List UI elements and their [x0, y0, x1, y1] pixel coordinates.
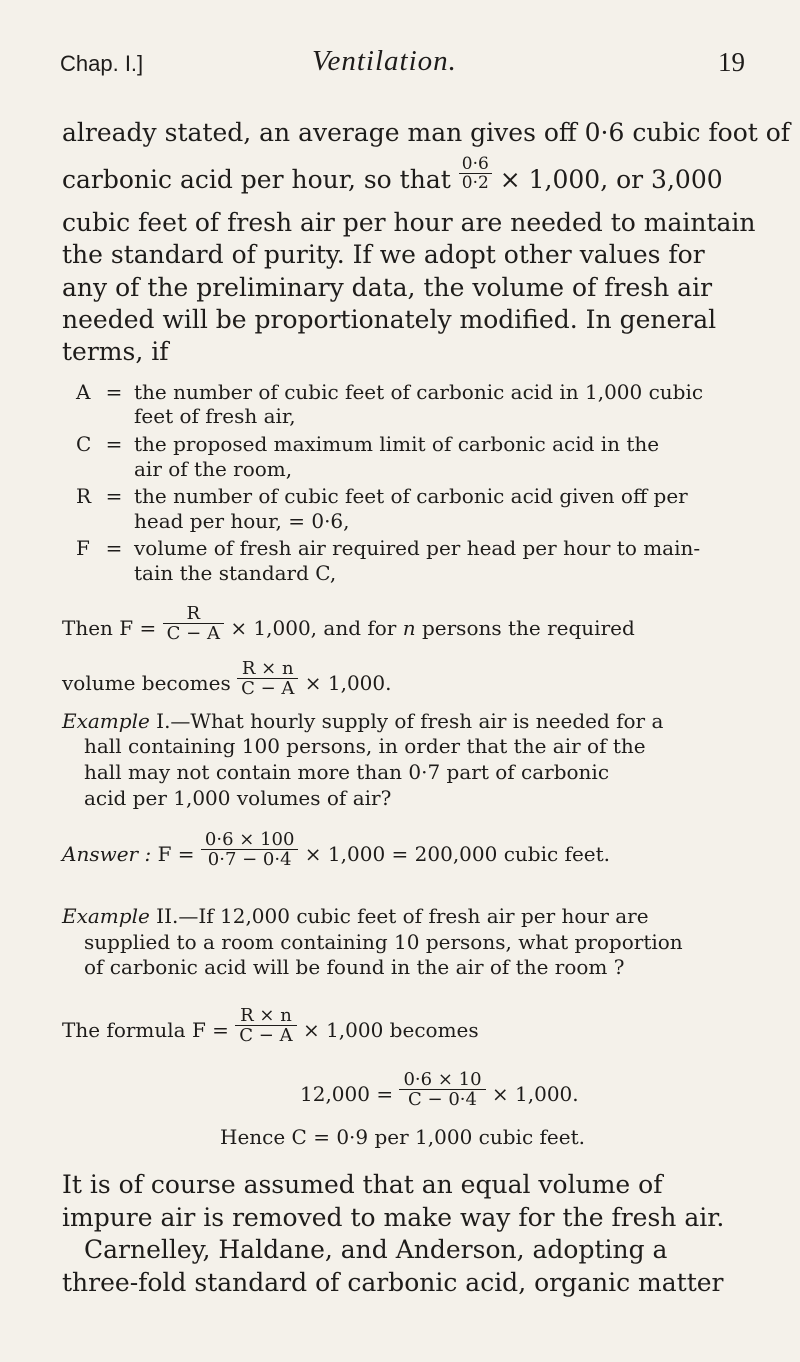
definition-f-text1: volume of fresh air required per head per hour to main- [134, 536, 701, 560]
example1-answer-label: Answer : [62, 842, 152, 866]
then-formula-denominator: C − A [166, 623, 220, 644]
example1-answer-denominator: 0·7 − 0·4 [207, 849, 292, 870]
definition-r-text1: the number of cubic feet of carbonic acid given off per [134, 484, 688, 508]
chapter-label: Chap. I.] [60, 51, 144, 76]
volume-formula-fraction [237, 659, 298, 698]
para1-line2-text-b: × 1,000, or 3,000 [499, 165, 723, 194]
volume-formula-text-b: × 1,000. [304, 671, 392, 695]
definition-f [76, 538, 700, 558]
para2-line4: three-fold standard of carbonic acid, organic matter [62, 1268, 724, 1297]
running-title: Ventilation. [312, 45, 457, 77]
para1-line1: already stated, an average man gives off 0·6 cubic foot of [62, 118, 791, 147]
definition-f-equals: = [105, 536, 123, 560]
example1-line4: acid per 1,000 volumes of air? [84, 786, 392, 810]
volume-formula [62, 658, 392, 704]
example1-line2: hall containing 100 persons, in order that the air of the [84, 734, 646, 758]
example2-equation-fraction [399, 1070, 485, 1109]
example2-formula [62, 1005, 479, 1051]
example1-label: Example [62, 709, 150, 733]
para1-line5: any of the preliminary data, the volume of fresh air [62, 273, 713, 302]
definition-f-symbol: F [76, 536, 90, 560]
definition-c-symbol: C [76, 432, 92, 456]
para2-line2: impure air is removed to make way for the fresh air. [62, 1203, 725, 1232]
volume-formula-text-a: volume becomes [62, 671, 231, 695]
page-number: 19 [718, 47, 745, 77]
definition-a-cont: feet of fresh air, [134, 404, 296, 428]
para1-fraction-denominator: 0·2 [461, 173, 489, 193]
para1-line3: cubic feet of fresh air per hour are needed to maintain [62, 208, 756, 237]
page-header [60, 45, 745, 85]
example2-formula-fraction [235, 1006, 296, 1045]
definition-a-symbol: A [76, 380, 91, 404]
definition-f-cont: tain the standard C, [134, 561, 337, 585]
para1-fraction [459, 155, 492, 192]
example2-formula-text-b: × 1,000 becomes [302, 1018, 479, 1042]
para1-line6: needed will be proportionately modified. In general [62, 305, 717, 334]
volume-formula-denominator: C − A [241, 678, 295, 699]
para1-line2-text-a: carbonic acid per hour, so that [62, 165, 451, 194]
definition-r-symbol: R [76, 484, 92, 508]
example1-answer-text-b: × 1,000 = 200,000 cubic feet. [304, 842, 611, 866]
definition-c-equals: = [105, 432, 123, 456]
example1-line3: hall may not contain more than 0·7 part of carbonic [84, 760, 610, 784]
then-formula-fraction [163, 604, 224, 643]
then-formula-n: n [402, 616, 416, 640]
then-formula-text-a: Then F = [62, 616, 157, 640]
definition-a-text1: the number of cubic feet of carbonic acid in 1,000 cubic [134, 380, 704, 404]
definition-r-cont: head per hour, = 0·6, [134, 509, 350, 533]
example1-line1 [62, 711, 663, 731]
example1-answer-numerator: 0·6 × 100 [201, 830, 299, 850]
example2-line2: supplied to a room containing 10 persons, what proportion [84, 930, 683, 954]
example2-formula-numerator: R × n [235, 1006, 296, 1026]
example2-line1 [62, 906, 649, 926]
volume-formula-numerator: R × n [237, 659, 298, 679]
example2-equation [300, 1069, 579, 1115]
then-formula-numerator: R [163, 604, 224, 624]
para2-line3: Carnelley, Haldane, and Anderson, adopting a [84, 1235, 668, 1264]
definition-c-cont: air of the room, [134, 457, 293, 481]
example2-line3: of carbonic acid will be found in the air of the room ? [84, 955, 625, 979]
para1-line2 [62, 154, 755, 200]
then-formula-text-c: persons the required [421, 616, 635, 640]
definition-r [76, 486, 688, 506]
then-formula [62, 603, 635, 649]
para1-fraction-numerator: 0·6 [459, 155, 492, 174]
para1-line4: the standard of purity. If we adopt other values for [62, 240, 705, 269]
definition-a [76, 382, 703, 402]
definition-r-equals: = [105, 484, 123, 508]
definition-c-text1: the proposed maximum limit of carbonic acid in the [134, 432, 660, 456]
example2-equation-denominator: C − 0·4 [408, 1089, 477, 1110]
example2-equation-text-a: 12,000 = [300, 1082, 394, 1106]
example2-formula-denominator: C − A [239, 1025, 293, 1046]
definition-a-equals: = [105, 380, 123, 404]
then-formula-text-b: × 1,000, and for [230, 616, 397, 640]
para2-line1: It is of course assumed that an equal volume of [62, 1170, 663, 1199]
example2-equation-numerator: 0·6 × 10 [399, 1070, 485, 1090]
example1-answer [62, 829, 611, 875]
example2-equation-text-b: × 1,000. [491, 1082, 579, 1106]
example2-hence: Hence C = 0·9 per 1,000 cubic feet. [220, 1125, 585, 1149]
example1-answer-text-a: F = [157, 842, 195, 866]
example2-formula-text-a: The formula F = [62, 1018, 229, 1042]
para1-line7: terms, if [62, 337, 169, 366]
example2-line1-text: II.—If 12,000 cubic feet of fresh air per hour are [156, 904, 649, 928]
example1-line1-text: I.—What hourly supply of fresh air is needed for a [156, 709, 664, 733]
definition-c [76, 434, 659, 454]
example2-label: Example [62, 904, 150, 928]
example1-answer-fraction [201, 830, 299, 869]
